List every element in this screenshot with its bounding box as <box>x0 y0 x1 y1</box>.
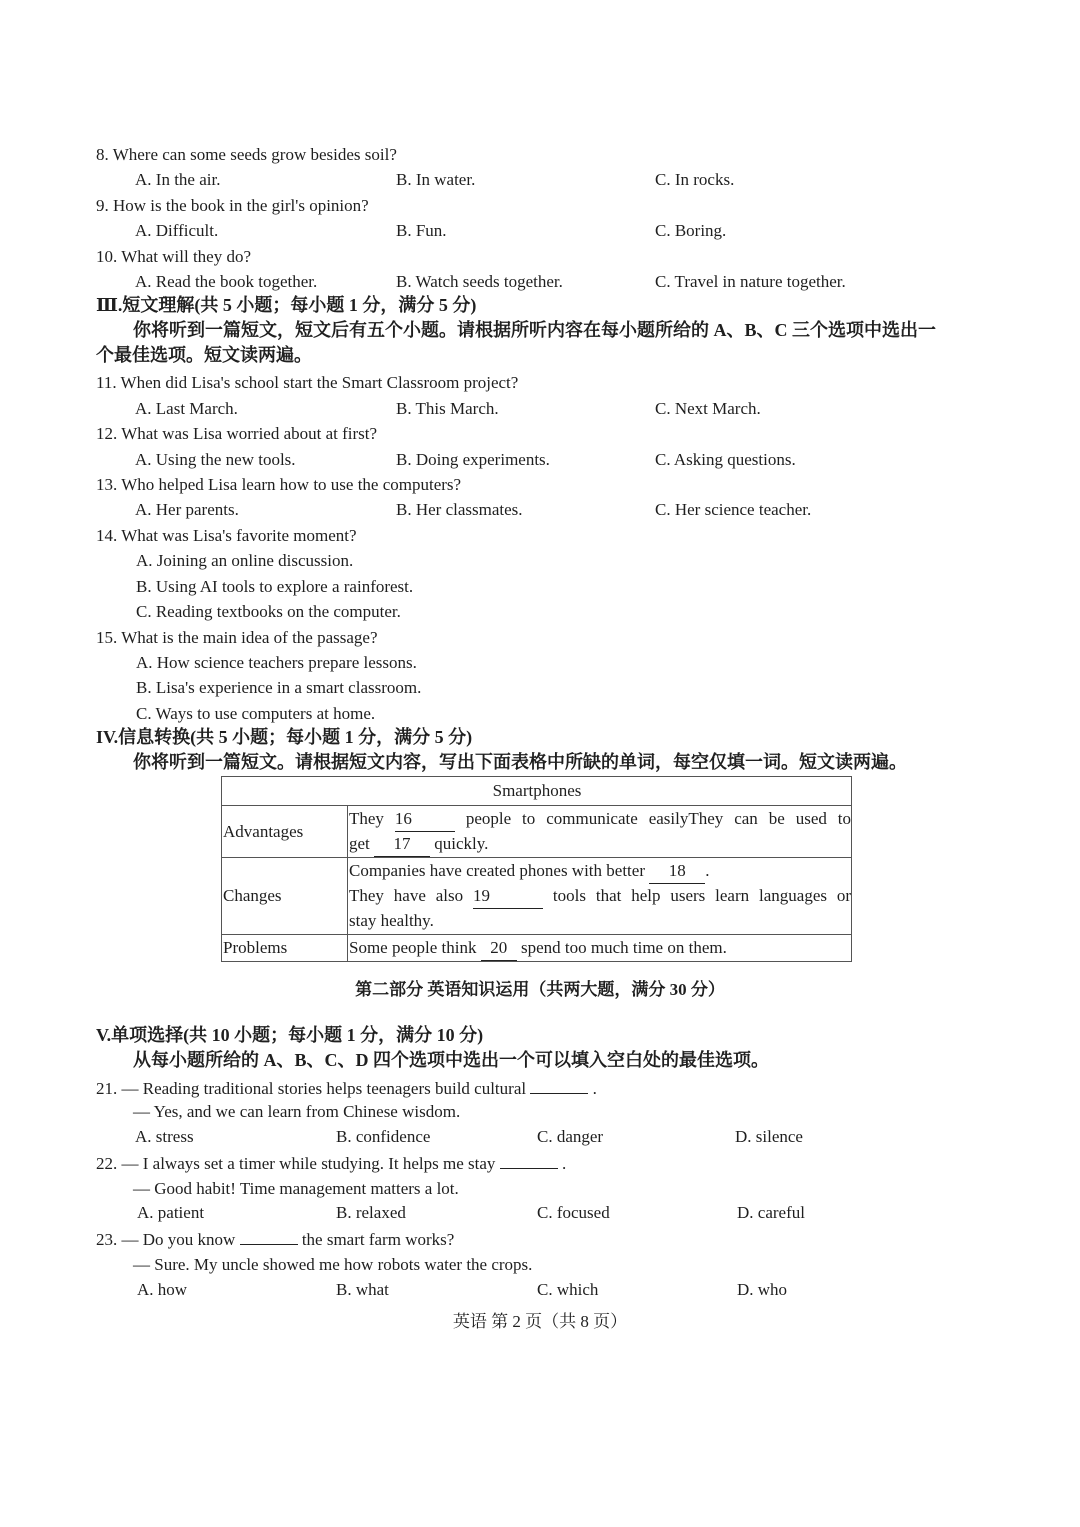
text: 23. — Do you know <box>96 1230 236 1249</box>
question-23-option-a: A. how <box>137 1280 188 1299</box>
question-13-option-c: C. Her science teacher. <box>655 500 812 519</box>
changes-line2 <box>349 884 851 909</box>
section-3-instructions-line2: 个最佳选项。短文读两遍。 <box>96 345 312 365</box>
question-21-stem <box>96 1077 597 1100</box>
question-22-option-c: C. focused <box>537 1203 610 1222</box>
text: spend too much time on them. <box>520 937 727 957</box>
question-21-option-a: A. stress <box>135 1127 194 1146</box>
blank-17: 17 <box>374 832 430 857</box>
blank-19: 19 <box>473 884 543 909</box>
smartphones-info-table <box>221 776 852 962</box>
question-9-stem: 9. How is the book in the girl's opinion? <box>96 196 369 215</box>
changes-line3: stay healthy. <box>349 911 434 930</box>
question-8-option-a: A. In the air. <box>135 170 221 189</box>
question-13-option-b: B. Her classmates. <box>396 500 523 519</box>
table-label-changes: Changes <box>222 858 348 935</box>
changes-line1 <box>349 859 851 884</box>
question-23-reply: — Sure. My uncle showed me how robots water the crops. <box>133 1255 533 1274</box>
question-23-stem <box>96 1228 454 1251</box>
question-11-option-b: B. This March. <box>396 399 499 418</box>
text: Some people think <box>349 937 477 957</box>
section-4-instructions: 你将听到一篇短文。请根据短文内容，写出下面表格中所缺的单词，每空仅填一词。短文读两遍。 <box>133 752 907 772</box>
question-15-option-c: C. Ways to use computers at home. <box>136 704 376 723</box>
section-5-title: V.单项选择(共 10 小题；每小题 1 分，满分 10 分) <box>96 1025 484 1045</box>
text: . <box>705 861 710 880</box>
question-10-option-a: A. Read the book together. <box>135 272 318 291</box>
table-label-problems: Problems <box>222 935 348 962</box>
question-13-stem: 13. Who helped Lisa learn how to use the computers? <box>96 475 462 494</box>
section-3-title: Ⅲ.短文理解(共 5 小题；每小题 1 分，满分 5 分) <box>96 295 477 315</box>
text: . <box>561 1154 567 1173</box>
question-10-stem: 10. What will they do? <box>96 247 252 266</box>
question-9-option-a: A. Difficult. <box>135 221 219 240</box>
question-23-option-d: D. who <box>737 1280 788 1299</box>
question-15-option-a: A. How science teachers prepare lessons. <box>136 653 417 672</box>
part-2-title: 第二部分 英语知识运用（共两大题，满分 30 分） <box>355 980 725 999</box>
question-10-option-c: C. Travel in nature together. <box>655 272 846 291</box>
question-22-option-b: B. relaxed <box>336 1203 406 1222</box>
text: . <box>592 1079 597 1098</box>
question-11-stem: 11. When did Lisa's school start the Smart Classroom project? <box>96 373 519 392</box>
text: tools that help users learn languages or <box>552 886 852 905</box>
question-14-option-c: C. Reading textbooks on the computer. <box>136 602 401 621</box>
table-row-advantages <box>222 806 852 858</box>
text: people to communicate easilyThey can be used to <box>465 808 852 828</box>
table-cell-problems <box>348 935 852 962</box>
page-footer: 英语 第 2 页（共 8 页） <box>452 1312 628 1331</box>
section-3-instructions-line1: 你将听到一篇短文，短文后有五个小题。请根据所听内容在每小题所给的 A、B、C 三个选项中选出一 <box>133 320 936 340</box>
question-21-option-b: B. confidence <box>336 1127 431 1146</box>
table-cell-changes <box>348 858 852 935</box>
question-23-option-b: B. what <box>336 1280 389 1299</box>
question-22-option-a: A. patient <box>137 1203 205 1222</box>
blank-20: 20 <box>481 936 517 961</box>
question-9-option-c: C. Boring. <box>655 221 727 240</box>
question-14-option-b: B. Using AI tools to explore a rainforest. <box>136 577 414 596</box>
question-12-option-b: B. Doing experiments. <box>396 450 550 469</box>
section-5-instructions: 从每小题所给的 A、B、C、D 四个选项中选出一个可以填入空白处的最佳选项。 <box>133 1050 769 1070</box>
question-22-reply: — Good habit! Time management matters a lot. <box>133 1179 459 1198</box>
question-21-option-c: C. danger <box>537 1127 604 1146</box>
question-14-stem: 14. What was Lisa's favorite moment? <box>96 526 357 545</box>
text: 22. — I always set a timer while studying. It helps me stay <box>96 1154 496 1173</box>
question-13-option-a: A. Her parents. <box>135 500 239 519</box>
text: quickly. <box>434 833 489 853</box>
question-21-option-d: D. silence <box>735 1127 803 1146</box>
text: the smart farm works? <box>301 1230 455 1249</box>
question-11-option-a: A. Last March. <box>135 399 238 418</box>
question-22-stem <box>96 1152 566 1175</box>
question-14-option-a: A. Joining an online discussion. <box>136 551 354 570</box>
question-21-reply: — Yes, and we can learn from Chinese wisdom. <box>133 1102 461 1121</box>
table-row-changes <box>222 858 852 935</box>
section-4-title: IV.信息转换(共 5 小题；每小题 1 分，满分 5 分) <box>96 727 473 747</box>
table-title-row <box>222 777 852 806</box>
question-22-option-d: D. careful <box>737 1203 805 1222</box>
question-12-option-a: A. Using the new tools. <box>135 450 296 469</box>
question-11-option-c: C. Next March. <box>655 399 761 418</box>
question-10-option-b: B. Watch seeds together. <box>396 272 563 291</box>
text: get <box>349 833 370 853</box>
text: Companies have created phones with better <box>349 861 645 880</box>
question-15-option-b: B. Lisa's experience in a smart classroom. <box>136 678 422 697</box>
text: They <box>349 808 384 828</box>
answer-blank <box>530 1077 588 1094</box>
text: 21. — Reading traditional stories helps teenagers build cultural <box>96 1079 527 1098</box>
table-cell-advantages <box>348 806 852 858</box>
question-8-stem: 8. Where can some seeds grow besides soil? <box>96 145 397 164</box>
blank-18: 18 <box>649 859 705 884</box>
question-12-option-c: C. Asking questions. <box>655 450 796 469</box>
advantages-line1 <box>349 807 851 832</box>
blank-16: 16 <box>395 807 455 832</box>
answer-blank <box>240 1228 298 1245</box>
table-label-advantages: Advantages <box>222 806 348 858</box>
question-8-option-c: C. In rocks. <box>655 170 735 189</box>
question-9-option-b: B. Fun. <box>396 221 447 240</box>
table-title: Smartphones <box>222 777 852 806</box>
question-15-stem: 15. What is the main idea of the passage? <box>96 628 378 647</box>
answer-blank <box>500 1152 558 1169</box>
question-8-option-b: B. In water. <box>396 170 476 189</box>
text: They have also <box>349 886 464 905</box>
table-row-problems <box>222 935 852 962</box>
question-23-option-c: C. which <box>537 1280 599 1299</box>
question-12-stem: 12. What was Lisa worried about at first? <box>96 424 378 443</box>
advantages-line2 <box>349 834 488 853</box>
